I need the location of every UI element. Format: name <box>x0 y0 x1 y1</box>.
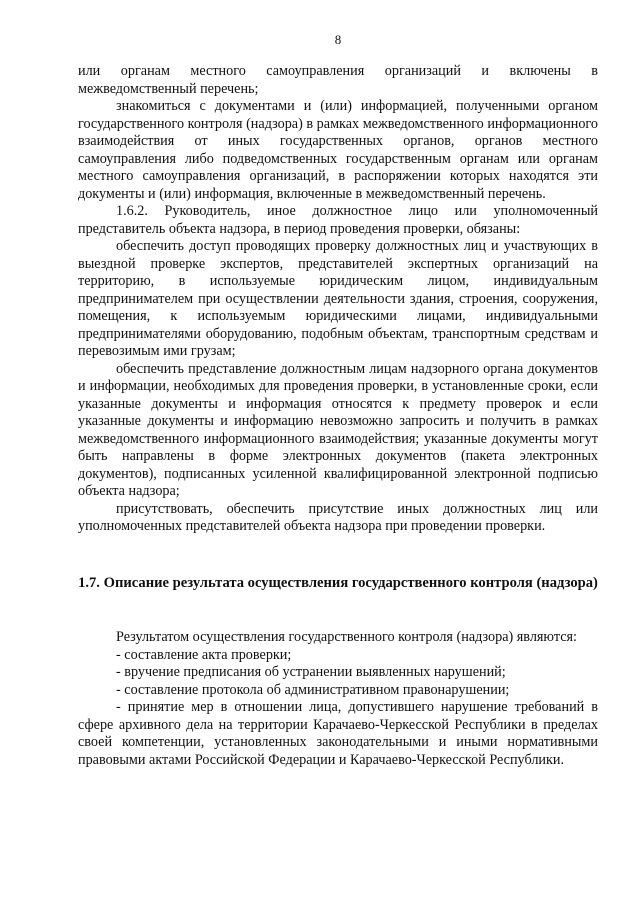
list-item: - составление акта проверки; <box>116 646 292 663</box>
paragraph: или органам местного самоуправления организаций и включены в межведомственный перечень; <box>78 63 598 97</box>
paragraph: Результатом осуществления государственного контроля (надзора) являются: <box>116 629 577 645</box>
paragraph: присутствовать, обеспечить присутствие иных должностных лиц или уполномоченных представителей объекта надзора при проведении проверки. <box>78 500 598 534</box>
list-item: - составление протокола об административном правонарушении; <box>116 681 510 698</box>
text-block-obligations <box>78 63 598 536</box>
paragraph: обеспечить представление должностным лицам надзорного органа документов и информации, необходимых для проведения проверки, в установленные сроки, если указанные документы и информация относятся к предмету проверок и если указанные документы и информацию невозможно запросить и получить в рамках межведомственного информационного взаимодействия; указанные документы могут быть направлены в форме электронных документов (пакета электронных документов), подписанных усиленной квалифицированной электронной подписью объекта надзора; <box>78 360 598 499</box>
paragraph: знакомиться с документами и (или) информацией, полученными органом государственного контроля (надзора) в рамках межведомственного информационного взаимодействия от иных государственных органов, органов местного самоуправления либо подведомственных государственным органам или органам местного самоуправления организаций, в распоряжении которых находятся эти документы и (или) информация, включенные в межведомственный перечень. <box>78 98 598 202</box>
list-item: - принятие мер в отношении лица, допустившего нарушение требований в сфере архивного дела на территории Карачаево-Черкесской Республики в пределах своей компетенции, установленных законодательными и иными нормативными правовыми актами Российской Федерации и Карачаево-Черкесской Республики. <box>78 699 598 768</box>
list-item: - вручение предписания об устранении выявленных нарушений; <box>116 664 506 680</box>
paragraph: 1.6.2. Руководитель, иное должностное лицо или уполномоченный представитель объекта надзора, в период проведения проверки, обязаны: <box>78 203 598 237</box>
page-number: 8 <box>334 32 342 47</box>
paragraph: обеспечить доступ проводящих проверку должностных лиц и участвующих в выездной проверке экспертов, представителей экспертных организаций на территорию, в используемые юридическим лицом, индивидуальным предпринимателем при осуществлении деятельности здания, строения, сооружения, помещения, к используемым юридическими лицами, индивидуальными предпринимателями оборудованию, подобным объектам, транспортным средствам и перевозимым ими грузам; <box>78 238 598 359</box>
section-heading-block <box>78 574 598 593</box>
section-heading: 1.7. Описание результата осуществления государственного контроля (надзора) <box>78 575 598 591</box>
text-block-results <box>78 629 598 769</box>
